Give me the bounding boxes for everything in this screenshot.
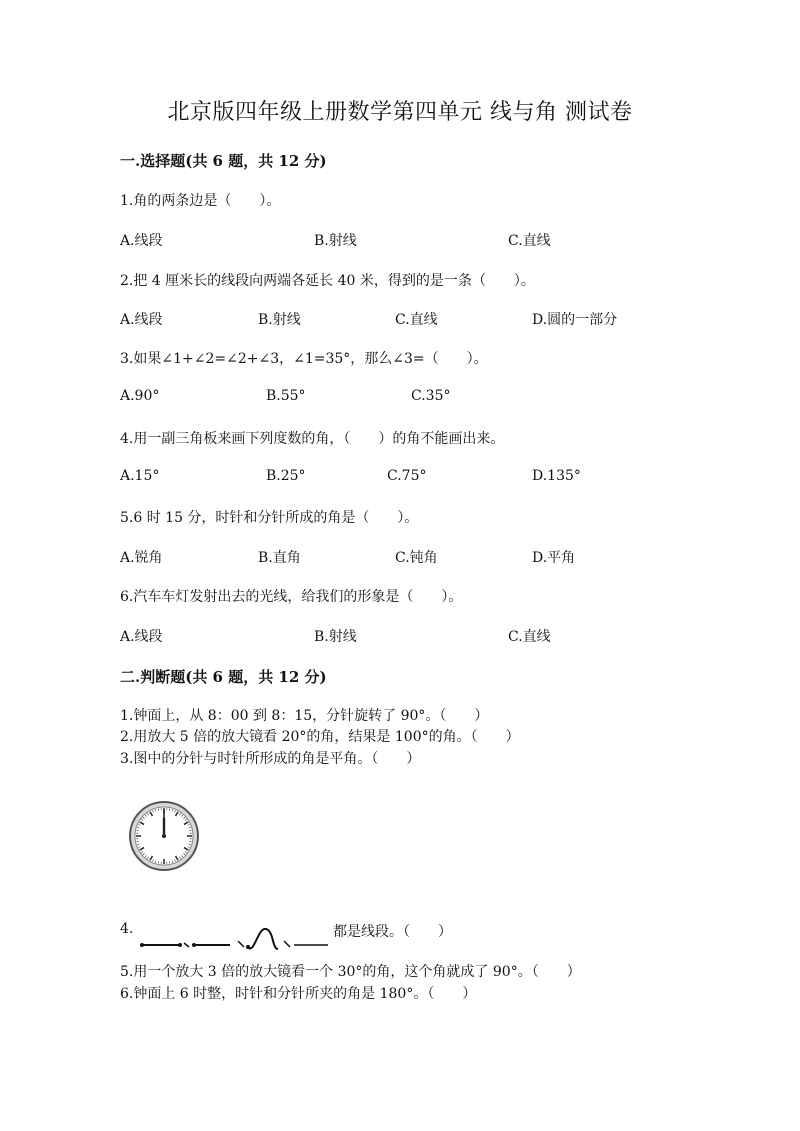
q2-option-c: C.直线 [395, 312, 438, 328]
q2-option-a: A.线段 [120, 312, 163, 328]
q5-option-d: D.平角 [532, 550, 576, 566]
judge-item-2: 2.用放大 5 倍的放大镜看 20°的角，结果是 100°的角。（ ） [120, 729, 520, 745]
q5-option-c: C.钝角 [395, 550, 438, 566]
question-1: 1.角的两条边是（ ）。 [120, 193, 281, 209]
q1-option-b: B.射线 [314, 233, 357, 249]
q4-option-d: D.135° [532, 468, 581, 484]
judge-item-4-text: 都是线段。（ ） [333, 924, 452, 940]
q4-option-c: C.75° [387, 468, 427, 484]
q2-option-d: D.圆的一部分 [532, 312, 618, 328]
q1-option-c: C.直线 [508, 233, 551, 249]
section-heading-choice: 一.选择题(共 6 题，共 12 分) [120, 152, 327, 170]
question-4: 4.用一副三角板来画下列度数的角，（ ）的角不能画出来。 [120, 431, 505, 447]
q4-option-a: A.15° [120, 468, 160, 484]
judge-item-5: 5.用一个放大 3 倍的放大镜看一个 30°的角，这个角就成了 90°。（ ） [120, 964, 581, 980]
question-5: 5.6 时 15 分，时针和分针所成的角是（ ）。 [120, 510, 419, 526]
question-3: 3.如果∠1+∠2=∠2+∠3，∠1=35°，那么∠3=（ ）。 [120, 351, 488, 367]
q6-option-a: A.线段 [120, 629, 163, 645]
q3-option-b: B.55° [266, 388, 306, 404]
judge-item-4-number: 4. [120, 921, 134, 937]
q5-option-b: B.直角 [258, 550, 301, 566]
page-title: 北京版四年级上册数学第四单元 线与角 测试卷 [167, 100, 633, 125]
q5-option-a: A.锐角 [120, 550, 163, 566]
judge-item-6: 6.钟面上 6 时整，时针和分针所夹的角是 180°。（ ） [120, 986, 477, 1002]
q6-option-c: C.直线 [508, 629, 551, 645]
q2-option-b: B.射线 [258, 312, 301, 328]
q4-option-b: B.25° [266, 468, 306, 484]
q3-option-c: C.35° [411, 388, 451, 404]
judge-item-1: 1.钟面上，从 8：00 到 8：15，分针旋转了 90°。（ ） [120, 708, 489, 724]
line-shapes-icon [140, 923, 330, 953]
judge-item-3: 3.图中的分针与时针所形成的角是平角。（ ） [120, 751, 421, 767]
q1-option-a: A.线段 [120, 233, 163, 249]
q3-option-a: A.90° [120, 388, 160, 404]
question-2: 2.把 4 厘米长的线段向两端各延长 40 米，得到的是一条（ ）。 [120, 273, 535, 289]
clock-face-icon [128, 800, 200, 872]
question-6: 6.汽车车灯发射出去的光线，给我们的形象是（ ）。 [120, 589, 463, 605]
section-heading-judge: 二.判断题(共 6 题，共 12 分) [120, 668, 327, 686]
q6-option-b: B.射线 [314, 629, 357, 645]
